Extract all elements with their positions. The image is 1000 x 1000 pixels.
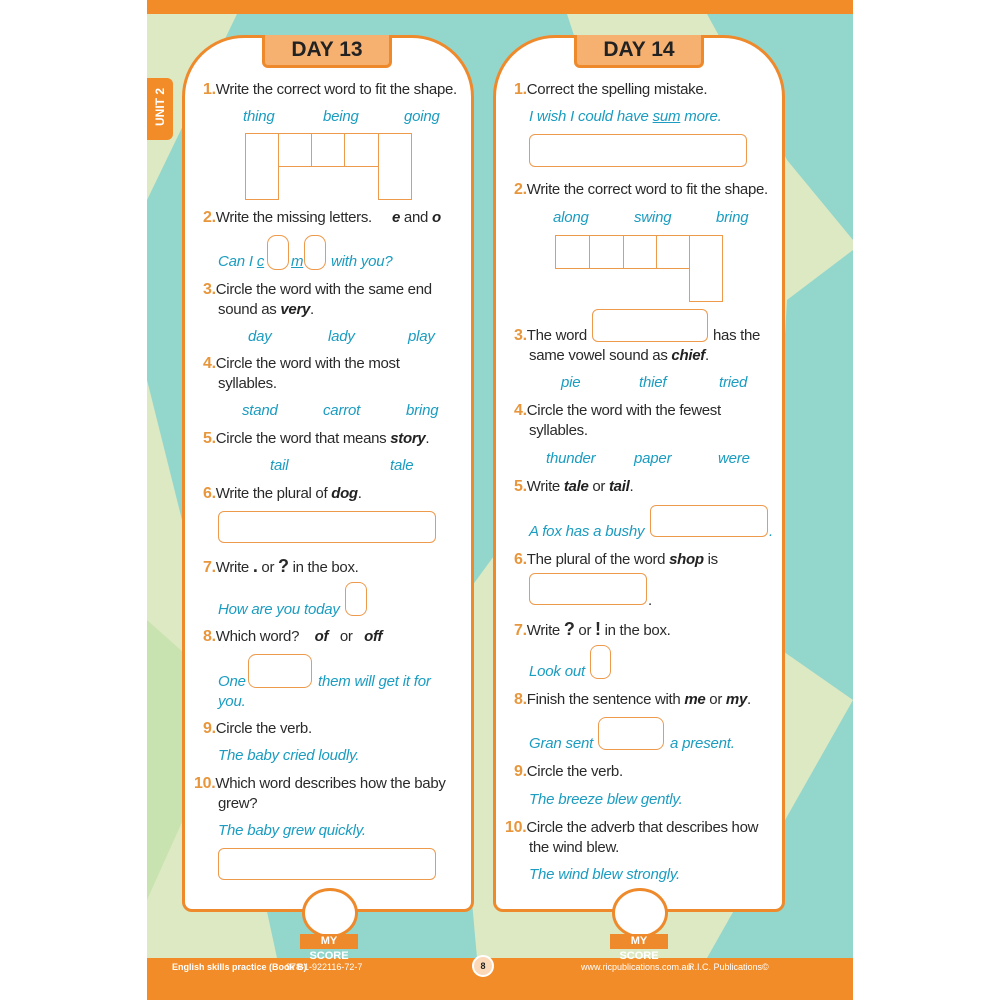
word-option[interactable]: stand <box>242 402 278 419</box>
period: . <box>648 592 652 609</box>
word-option[interactable]: bring <box>716 209 749 226</box>
answer-box[interactable] <box>218 848 436 880</box>
punctuation-box[interactable] <box>590 645 611 679</box>
day14-q10-sentence[interactable]: The wind blew strongly. <box>529 866 681 883</box>
answer-box[interactable] <box>529 573 647 605</box>
day13-q9-sentence[interactable]: The baby cried loudly. <box>218 747 360 764</box>
word-option[interactable]: thief <box>639 374 667 391</box>
day14-q4-line2: syllables. <box>529 422 588 439</box>
answer-box[interactable] <box>650 505 768 537</box>
letter-box[interactable] <box>689 235 723 302</box>
word-option[interactable]: carrot <box>323 402 361 419</box>
unit-tab <box>147 78 173 140</box>
day13-q1: 1.Write the correct word to fit the shape. <box>203 81 457 98</box>
day13-q10-sentence: The baby grew quickly. <box>218 822 366 839</box>
period: . <box>769 523 773 540</box>
word-option[interactable]: thing <box>243 108 275 125</box>
day13-q10: 10.Which word describes how the baby <box>194 775 446 792</box>
answer-box[interactable] <box>248 654 312 688</box>
day13-score-circle[interactable] <box>302 888 358 938</box>
word-option[interactable]: tail <box>270 457 289 474</box>
sentence-part: One <box>218 673 246 690</box>
sentence-end: with you? <box>331 253 393 270</box>
day13-q10-line2: grew? <box>218 795 258 812</box>
word-option[interactable]: pie <box>561 374 581 391</box>
day14-q7: 7.Write ? or ! in the box. <box>514 619 671 639</box>
letter-box[interactable] <box>656 235 690 269</box>
day13-q5: 5.Circle the word that means story. <box>203 430 430 447</box>
day14-q8: 8.Finish the sentence with me or my. <box>514 691 751 708</box>
day14-q9: 9.Circle the verb. <box>514 763 623 780</box>
footer-book-title: English skills practice (Book B) <box>172 962 307 972</box>
day14-q10: 10.Circle the adverb that describes how <box>505 819 759 836</box>
day14-q5-sentence: A fox has a bushy <box>529 523 645 540</box>
day14-score-label: MY SCORE <box>610 934 668 949</box>
word-option[interactable]: along <box>553 209 589 226</box>
day14-q3: 3.The word <box>514 327 587 344</box>
day13-q8: 8.Which word? of or off <box>203 628 383 645</box>
sentence-part: them will get it for <box>318 673 431 690</box>
day14-q3-text: has the <box>713 327 761 344</box>
unit-label: UNIT 2 <box>153 88 167 127</box>
day14-q3-line2: same vowel sound as chief. <box>529 347 709 364</box>
day14-q2: 2.Write the correct word to fit the shape. <box>514 181 768 198</box>
top-bar <box>147 0 853 14</box>
footer-publisher: R.I.C. Publications© <box>688 962 769 972</box>
day13-score-label: MY SCORE <box>300 934 358 949</box>
day13-q6: 6.Write the plural of dog. <box>203 485 362 502</box>
letter-box[interactable] <box>378 133 412 200</box>
day14-q1-sentence: I wish I could have sum more. <box>529 108 722 125</box>
letter-m: m <box>291 253 304 270</box>
letter-box[interactable] <box>278 133 312 167</box>
day13-q4-line2: syllables. <box>218 375 277 392</box>
day14-q5: 5.Write tale or tail. <box>514 478 634 495</box>
day13-q7: 7.Write . or ? in the box. <box>203 556 359 576</box>
sentence-part: you. <box>218 693 246 710</box>
sentence-part: a present. <box>670 735 735 752</box>
day14-q6: 6.The plural of the word shop is <box>514 551 718 568</box>
answer-box[interactable] <box>529 134 747 167</box>
letter-box[interactable] <box>623 235 657 269</box>
word-option[interactable]: lady <box>328 328 355 345</box>
footer-isbn: 978-1-922116-72-7 <box>286 962 363 972</box>
word-option[interactable]: going <box>404 108 440 125</box>
answer-box[interactable] <box>598 717 664 750</box>
answer-box[interactable] <box>218 511 436 543</box>
day13-q9: 9.Circle the verb. <box>203 720 312 737</box>
letter-box[interactable] <box>555 235 590 269</box>
letter-box[interactable] <box>245 133 279 200</box>
punctuation-box[interactable] <box>345 582 367 616</box>
day14-q1: 1.Correct the spelling mistake. <box>514 81 708 98</box>
word-option[interactable]: paper <box>634 450 672 467</box>
footer-url[interactable]: www.ricpublications.com.au <box>581 962 692 972</box>
letter-box[interactable] <box>344 133 379 167</box>
word-option[interactable]: play <box>408 328 435 345</box>
day13-q7-sentence: How are you today <box>218 601 340 618</box>
day13-title: DAY 13 <box>262 35 392 68</box>
missing-letter-box[interactable] <box>267 235 289 270</box>
day13-q2-sentence: Can I c <box>218 253 265 270</box>
word-option[interactable]: bring <box>406 402 439 419</box>
word-option[interactable]: day <box>248 328 272 345</box>
day13-q2: 2.Write the missing letters. <box>203 209 372 226</box>
day13-q3: 3.Circle the word with the same end <box>203 281 432 298</box>
letter-box[interactable] <box>589 235 624 269</box>
word-option[interactable]: tried <box>719 374 748 391</box>
page-number: 8 <box>472 955 494 977</box>
word-option[interactable]: being <box>323 108 359 125</box>
day13-q2-letters: e and o <box>392 209 441 226</box>
sentence-part: Gran sent <box>529 735 594 752</box>
day14-q9-sentence[interactable]: The breeze blew gently. <box>529 791 683 808</box>
word-option[interactable]: swing <box>634 209 672 226</box>
day14-q10-line2: the wind blew. <box>529 839 620 856</box>
letter-box[interactable] <box>311 133 345 167</box>
day14-q4: 4.Circle the word with the fewest <box>514 402 721 419</box>
word-option[interactable]: tale <box>390 457 414 474</box>
day14-q7-sentence: Look out <box>529 663 585 680</box>
word-option[interactable]: thunder <box>546 450 596 467</box>
missing-letter-box[interactable] <box>304 235 326 270</box>
word-option[interactable]: were <box>718 450 750 467</box>
day13-q3-line2: sound as very. <box>218 301 314 318</box>
answer-box[interactable] <box>592 309 708 342</box>
day14-score-circle[interactable] <box>612 888 668 938</box>
day14-title: DAY 14 <box>574 35 704 68</box>
day13-q4: 4.Circle the word with the most <box>203 355 400 372</box>
